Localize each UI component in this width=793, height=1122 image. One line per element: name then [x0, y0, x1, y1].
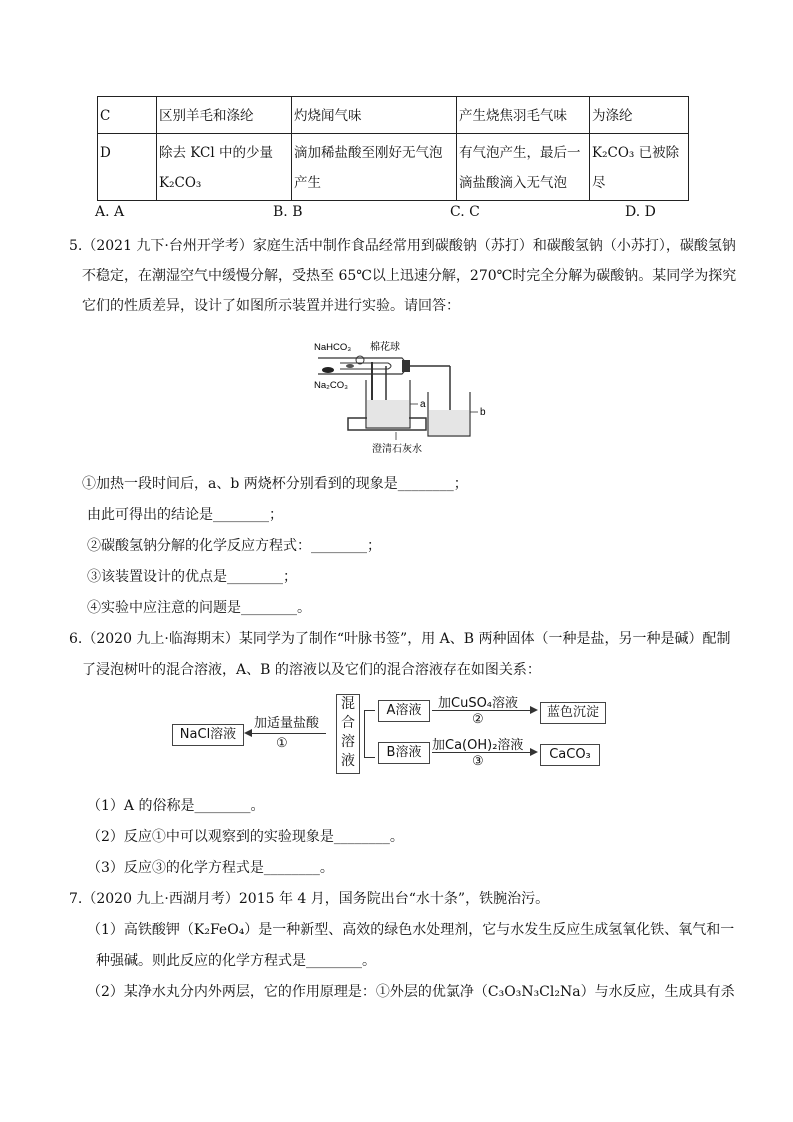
- q5-sub3: ③该装置设计的优点是________；: [87, 569, 297, 585]
- step3-label: ③: [472, 754, 484, 769]
- nahco3-solid: [346, 364, 354, 368]
- reaction-diagram: [168, 692, 618, 776]
- limewater-b: [429, 410, 469, 435]
- choice-d[interactable]: D. D: [625, 204, 656, 220]
- table-row: [98, 134, 689, 201]
- row-conclusion: K₂CO₃ 已被除尽: [590, 134, 689, 201]
- choice-b[interactable]: B. B: [273, 204, 303, 220]
- label-a: a: [420, 399, 426, 410]
- na2co3-solid: [322, 367, 334, 373]
- label-na2co3: Na₂CO₃: [314, 380, 348, 391]
- choice-c[interactable]: C. C: [450, 204, 480, 220]
- label-b: b: [480, 407, 486, 418]
- label-limewater: 澄清石灰水: [372, 444, 422, 455]
- cuso4-label: 加CuSO₄溶液: [438, 696, 519, 711]
- choice-a[interactable]: A. A: [95, 204, 125, 220]
- row-letter: D: [98, 134, 157, 201]
- apparatus-figure: [310, 336, 510, 462]
- limewater-a: [367, 400, 409, 427]
- nacl-box: NaCl溶液: [172, 724, 244, 746]
- q5-sub4: ④实验中应注意的问题是________。: [87, 600, 311, 616]
- q6-sub3: （3）反应③的化学方程式是________。: [87, 860, 334, 876]
- q6-sub1: （1）A 的俗称是________。: [87, 798, 265, 814]
- q5-line3: 它们的性质差异，设计了如图所示装置并进行实验。请回答：: [82, 298, 460, 314]
- options-table: [97, 96, 689, 201]
- q5-sub2: ②碳酸氢钠分解的化学反应方程式：________；: [87, 538, 381, 554]
- row-phenomenon: 产生烧焦羽毛气味: [457, 97, 590, 134]
- label-nahco3: NaHCO₃: [314, 342, 352, 353]
- blue-precipitate-box: 蓝色沉淀: [540, 702, 606, 724]
- q5-sub1: ①加热一段时间后，a、b 两烧杯分别看到的现象是________；: [82, 476, 468, 492]
- q7-sub2: （2）某净水丸分内外两层，它的作用原理是：①外层的优氯净（C₃O₃N₃Cl₂Na）与水反应，生成具有杀: [87, 984, 735, 1000]
- caoh2-label: 加Ca(OH)₂溶液: [432, 738, 524, 753]
- q7-line1: 7.（2020 九上·西湖月考）2015 年 4 月，国务院出台“水十条”，铁腕治污。: [69, 891, 550, 907]
- row-purpose-line1: 除去 KCl 中的少量: [159, 145, 273, 161]
- row-method-line1: 滴加稀盐酸至刚好无气泡: [294, 145, 443, 161]
- q5-sub1b: 由此可得出的结论是________；: [87, 507, 283, 523]
- q6-line1: 6.（2020 九上·临海期末）某同学为了制作“叶脉书签”，用 A、B 两种固体（一种是盐，另一种是碱）配制: [69, 631, 731, 647]
- step2-label: ②: [472, 712, 484, 727]
- stopper: [402, 360, 410, 372]
- hcl-label: 加适量盐酸: [254, 716, 320, 731]
- q5-line1: 5.（2021 九下·台州开学考）家庭生活中制作食品经常用到碳酸钠（苏打）和碳酸氢钠（小苏打），碳酸氢钠: [69, 238, 736, 254]
- a-solution-box: A溶液: [378, 700, 430, 722]
- row-method: 灼烧闻气味: [292, 97, 457, 134]
- q4-choices: [95, 204, 695, 224]
- row-phenomenon-line2: 滴盐酸滴入无气泡: [459, 175, 567, 191]
- row-conclusion: 为涤纶: [590, 97, 689, 134]
- q7-sub1b: 种强碱。则此反应的化学方程式是________。: [96, 953, 376, 969]
- row-method-line2: 产生: [294, 175, 321, 191]
- table-row: [98, 97, 689, 134]
- row-purpose: [157, 134, 292, 201]
- label-cotton: 棉花球: [370, 342, 400, 353]
- row-purpose: 区别羊毛和涤纶: [157, 97, 292, 134]
- q6-sub2: （2）反应①中可以观察到的实验现象是________。: [87, 829, 404, 845]
- mix-box: 混 合 溶 液: [336, 694, 360, 774]
- q5-line2: 不稳定，在潮湿空气中缓慢分解，受热至 65℃以上迅速分解，270℃时完全分解为碳酸钠。某同学为探究: [82, 268, 737, 284]
- q7-sub1a: （1）高铁酸钾（K₂FeO₄）是一种新型、高效的绿色水处理剂，它与水发生反应生成氢氧化铁、氧气和一: [87, 922, 735, 938]
- q6-line2: 了浸泡树叶的混合溶液，A、B 的溶液以及它们的混合溶液存在如图关系：: [82, 662, 541, 678]
- row-phenomenon-line1: 有气泡产生，最后一: [459, 145, 581, 161]
- step1-label: ①: [276, 736, 288, 751]
- row-phenomenon: [457, 134, 590, 201]
- row-letter: C: [98, 97, 157, 134]
- caco3-box: CaCO₃: [540, 744, 600, 766]
- row-method: [292, 134, 457, 201]
- b-solution-box: B溶液: [378, 742, 430, 764]
- row-purpose-line2: K₂CO₃: [159, 175, 202, 191]
